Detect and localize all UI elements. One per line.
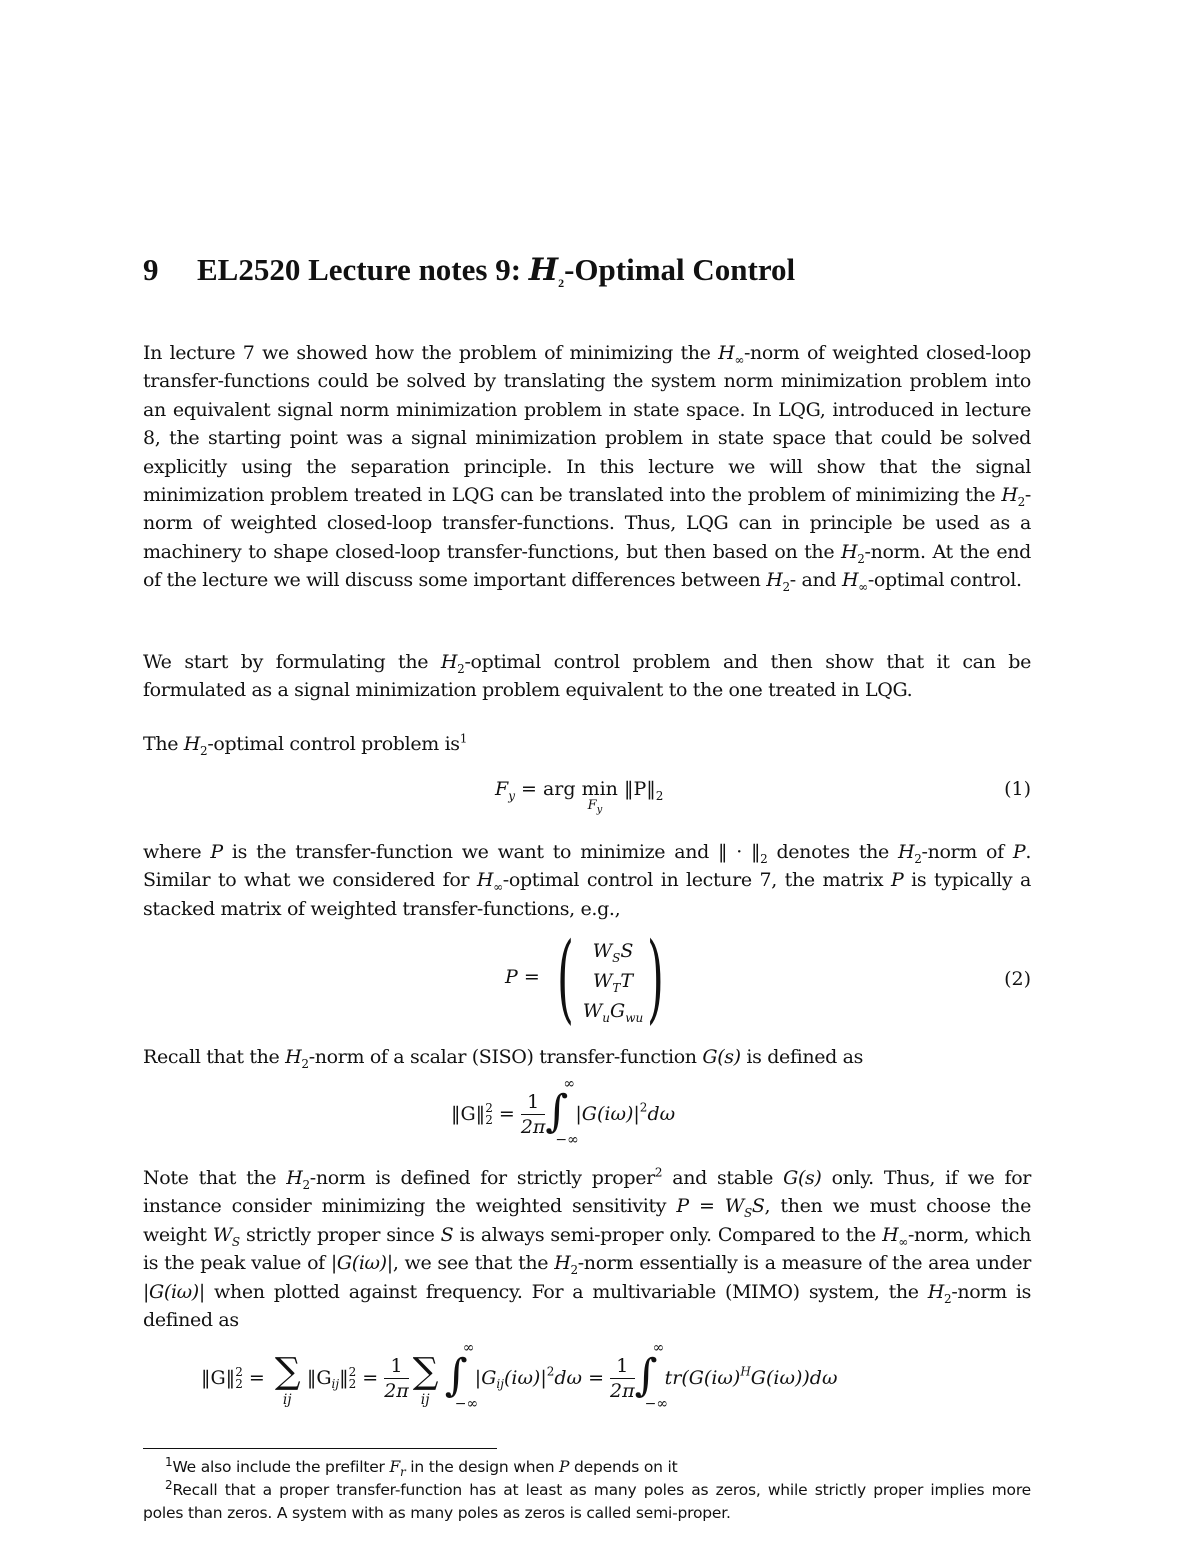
text: Recall that the <box>143 1046 286 1068</box>
text: is typically a stacked matrix of weighted transfer-functions, e.g., <box>143 869 1032 920</box>
h-symbol: H <box>766 569 783 592</box>
text: -optimal control in lecture 7, the matrix <box>502 869 891 892</box>
math-symbol: P <box>890 869 904 892</box>
text: -norm of weighted closed-loop transfer-functions. Thus, LQG can in principle be used as a machinery to shape closed-loop transfer-functions, but then based on the <box>143 484 1031 563</box>
footnote-rule <box>143 1448 497 1449</box>
h-symbol: H <box>1001 484 1018 507</box>
h-symbol: H <box>285 1046 302 1068</box>
text: , we see that the <box>392 1252 555 1275</box>
sub: ij <box>331 1376 340 1391</box>
eq-text: ‖G‖ <box>451 1103 486 1125</box>
h-symbol: H <box>841 540 858 563</box>
h-symbol: H <box>286 1167 303 1189</box>
sub: r <box>400 1465 406 1480</box>
math-symbol: P <box>559 1458 570 1476</box>
heading-text-pre: EL2520 Lecture notes 9: <box>197 252 529 287</box>
sym: G <box>610 1000 626 1022</box>
equation-1 <box>143 778 1031 826</box>
text: is the transfer-function we want to minimize and ‖ · ‖ <box>222 841 761 863</box>
heading-h-symbol: H <box>528 252 559 288</box>
lower-limit: −∞ <box>644 1396 669 1412</box>
eq-text: ‖G‖ <box>201 1367 236 1389</box>
h-symbol: H <box>440 651 458 673</box>
text: when plotted against frequency. For a multivariable (MIMO) system, the <box>204 1280 928 1303</box>
sub: wu <box>625 1010 644 1025</box>
equation-3 <box>143 1076 1031 1150</box>
eq-text: P = <box>505 966 540 988</box>
footnote-1 <box>143 1456 1053 1479</box>
equation-1-body <box>495 778 664 816</box>
text: only. Thus, if we for instance consider minimizing the weighted sensitivity <box>143 1167 1032 1218</box>
min-sub-symbol: F <box>587 798 597 813</box>
min-operator <box>581 778 618 816</box>
eq-text: = <box>492 1103 521 1125</box>
text: , then we must choose the weight <box>143 1195 1032 1246</box>
sup: 2 <box>485 1101 493 1115</box>
text: -optimal control problem and then show that it can be formulated as a signal minimization problem equivalent to the one treated in LQG. <box>143 651 1032 702</box>
equation-3-body <box>451 1076 676 1148</box>
denominator: 2π <box>520 1115 546 1138</box>
h-sub: 2 <box>200 743 208 758</box>
footnote-2 <box>143 1479 1031 1525</box>
section-number: 9 <box>143 252 159 287</box>
footnote-ref: 2 <box>654 1165 663 1180</box>
text: depends on it <box>569 1458 678 1476</box>
paragraph-problem <box>143 730 1031 758</box>
h-sub: ∞ <box>493 880 503 895</box>
eq-text: = <box>242 1367 271 1389</box>
sub: S <box>743 1206 752 1221</box>
matrix-left-paren: ( <box>557 922 574 1034</box>
text: -optimal control problem is <box>207 733 460 755</box>
eq-text: G(iω))dω <box>750 1367 838 1389</box>
sub: T <box>612 980 621 995</box>
matrix-right-paren: ) <box>647 922 664 1034</box>
text: in the design when <box>405 1458 560 1476</box>
eq-text: |G <box>474 1367 497 1389</box>
equation-2 <box>143 922 1031 1034</box>
denominator: 2π <box>384 1379 409 1402</box>
h-symbol: H <box>554 1252 571 1275</box>
eq-text: ‖G <box>306 1367 332 1389</box>
h-sub: 2 <box>857 551 865 566</box>
integral-sign: ∫ ∞ −∞ <box>444 1340 479 1412</box>
fraction <box>384 1354 409 1403</box>
sym: W <box>582 1000 603 1022</box>
math-symbol: F <box>389 1458 401 1476</box>
equation-4 <box>143 1340 1031 1418</box>
sub: u <box>602 1010 611 1025</box>
h-sub: 2 <box>944 1291 952 1306</box>
math-symbol: S <box>440 1223 454 1246</box>
text: -norm, which is the peak value of <box>143 1223 1031 1275</box>
text: -norm of a scalar (SISO) transfer-function <box>308 1046 703 1068</box>
integral-sign: ∫ ∞ −∞ <box>545 1076 579 1148</box>
paragraph-recall <box>143 1043 1031 1071</box>
equation-4-body <box>201 1340 838 1412</box>
eq-text: ‖P‖ <box>617 778 656 800</box>
eq-text: |G(iω)| <box>575 1103 640 1125</box>
text: is defined as <box>740 1046 864 1068</box>
text: - and <box>789 569 842 592</box>
min-text: min <box>581 778 618 800</box>
equation-number: (1) <box>1004 778 1031 800</box>
text: In lecture 7 we showed how the problem of minimizing the <box>143 342 719 364</box>
math-symbol: G(s) <box>783 1167 822 1189</box>
sum-sign: ∑ ij <box>274 1351 301 1408</box>
min-sub-sub: y <box>596 804 603 816</box>
h-sub: 2 <box>301 1056 309 1071</box>
sym: S <box>620 940 634 962</box>
sub: 2 <box>235 1377 243 1391</box>
text: where <box>143 841 211 863</box>
numerator: 1 <box>384 1354 409 1379</box>
text: -norm is defined as <box>143 1280 1031 1332</box>
fraction <box>521 1090 546 1139</box>
sub: ij <box>496 1376 504 1391</box>
eq-text: = arg <box>514 778 582 800</box>
sub: 2 <box>348 1377 357 1391</box>
integral-sign: ∫ ∞ −∞ <box>634 1340 669 1412</box>
heading-text-post: -Optimal Control <box>564 252 796 287</box>
eq-text: dω <box>647 1103 676 1125</box>
denominator: 2π <box>610 1379 635 1402</box>
eq-text: (iω)| <box>503 1367 547 1389</box>
h-symbol: H <box>476 869 494 892</box>
h-symbol: H <box>927 1280 945 1303</box>
eq-symbol: F <box>495 778 509 800</box>
h-sub: 2 <box>914 851 922 866</box>
text: Recall that a proper transfer-function has at least as many poles as zeros, while strictly proper implies more poles than zeros. A system with as many poles as zeros is called semi-proper. <box>143 1481 1031 1522</box>
math-symbol: |G(iω)| <box>143 1280 205 1303</box>
sum-sign: ∑ ij <box>412 1351 439 1408</box>
text: -norm essentially is a measure of the area under <box>577 1252 1031 1275</box>
text: -norm. At the end of the lecture we will discuss some important differences between <box>143 540 1031 592</box>
h-sub: ∞ <box>898 1234 908 1249</box>
math-symbol: P = W <box>676 1195 744 1218</box>
upper-limit: ∞ <box>462 1340 475 1356</box>
eq-scripts <box>235 1366 243 1390</box>
text: The <box>143 733 184 755</box>
sym: W <box>592 970 613 992</box>
paragraph-note <box>143 1164 1031 1334</box>
equation-2-lhs <box>505 966 540 988</box>
upper-limit: ∞ <box>563 1076 576 1092</box>
h-sub: ∞ <box>858 580 868 595</box>
fraction <box>610 1354 635 1403</box>
footnote-mark: 2 <box>165 1477 173 1492</box>
math-symbol: G(s) <box>702 1046 741 1068</box>
eq-sub: 2 <box>655 788 664 803</box>
text: -norm of <box>921 841 1013 863</box>
math-symbol: W <box>212 1223 232 1246</box>
text: -optimal control. <box>867 569 1022 592</box>
numerator: 1 <box>521 1090 546 1115</box>
eq-text: dω <box>554 1367 583 1389</box>
text: and stable <box>662 1167 784 1189</box>
paragraph-where <box>143 838 1031 923</box>
h-sub: 2 <box>1017 494 1025 509</box>
text: We also include the prefilter <box>172 1458 390 1476</box>
text: strictly proper since <box>239 1223 441 1246</box>
eq-sub: y <box>508 788 515 803</box>
h-sub: 2 <box>570 1263 578 1278</box>
section-heading <box>143 252 1033 291</box>
text: We start by formulating the <box>143 651 441 673</box>
sub: S <box>231 1234 240 1249</box>
sup: 2 <box>235 1365 243 1379</box>
lower-limit: −∞ <box>555 1132 579 1148</box>
paragraph-intro <box>143 339 1031 595</box>
h-symbol: H <box>882 1223 899 1246</box>
eq-text: = <box>582 1367 611 1389</box>
footnote-mark: 1 <box>165 1454 173 1469</box>
sup: 2 <box>639 1100 648 1115</box>
footnote-ref: 1 <box>459 731 468 746</box>
sup: 2 <box>348 1365 357 1379</box>
min-subscript <box>587 798 603 816</box>
h-symbol: H <box>841 569 859 592</box>
math-symbol: S <box>751 1195 765 1218</box>
math-symbol: P <box>1012 841 1026 863</box>
text: . Similar to what we considered for <box>143 841 1032 892</box>
h-sub: ∞ <box>734 352 744 367</box>
sub: 2 <box>485 1113 493 1127</box>
upper-limit: ∞ <box>652 1340 665 1356</box>
h-sub: 2 <box>457 661 465 676</box>
h-symbol: H <box>897 841 915 863</box>
sym: W <box>592 940 613 962</box>
h-symbol: H <box>183 733 201 755</box>
sup: 2 <box>546 1364 555 1379</box>
h-sub: 2 <box>302 1177 310 1192</box>
text: denotes the <box>767 841 898 863</box>
lower-limit: −∞ <box>454 1396 479 1412</box>
sub: 2 <box>760 851 768 866</box>
h-symbol: H <box>718 342 735 364</box>
eq-scripts <box>485 1102 493 1126</box>
sub: S <box>612 950 621 965</box>
text: is always semi-proper only. Compared to the <box>453 1223 883 1246</box>
eq-text: tr(G(iω) <box>664 1367 741 1389</box>
paragraph-formulation <box>143 648 1031 705</box>
sum-index: ij <box>420 1392 430 1408</box>
numerator: 1 <box>610 1354 635 1379</box>
sum-index: ij <box>282 1392 292 1408</box>
math-symbol: P <box>210 841 223 863</box>
equation-number: (2) <box>1004 968 1031 990</box>
heading-h-sub: 2 <box>558 276 565 291</box>
sym: T <box>620 970 634 992</box>
math-symbol: |G(iω)| <box>330 1252 393 1275</box>
eq-text: = <box>356 1367 385 1389</box>
eq-text: ‖ <box>339 1367 349 1389</box>
text: -norm of weighted closed-loop transfer-functions could be solved by translating the system norm minimization problem into an equivalent signal norm minimization problem in state space. In LQG, introduced in lecture 8, the starting point was a signal minimization problem in state space that could be solved explicitly using the separation principle. In this lecture we will show that the signal minimization problem treated in LQG can be translated into the problem of minimizing the <box>143 342 1031 507</box>
h-sub: 2 <box>782 580 790 595</box>
sup: H <box>740 1364 751 1379</box>
text: Note that the <box>143 1167 287 1189</box>
text: -norm is defined for strictly proper <box>309 1167 655 1189</box>
